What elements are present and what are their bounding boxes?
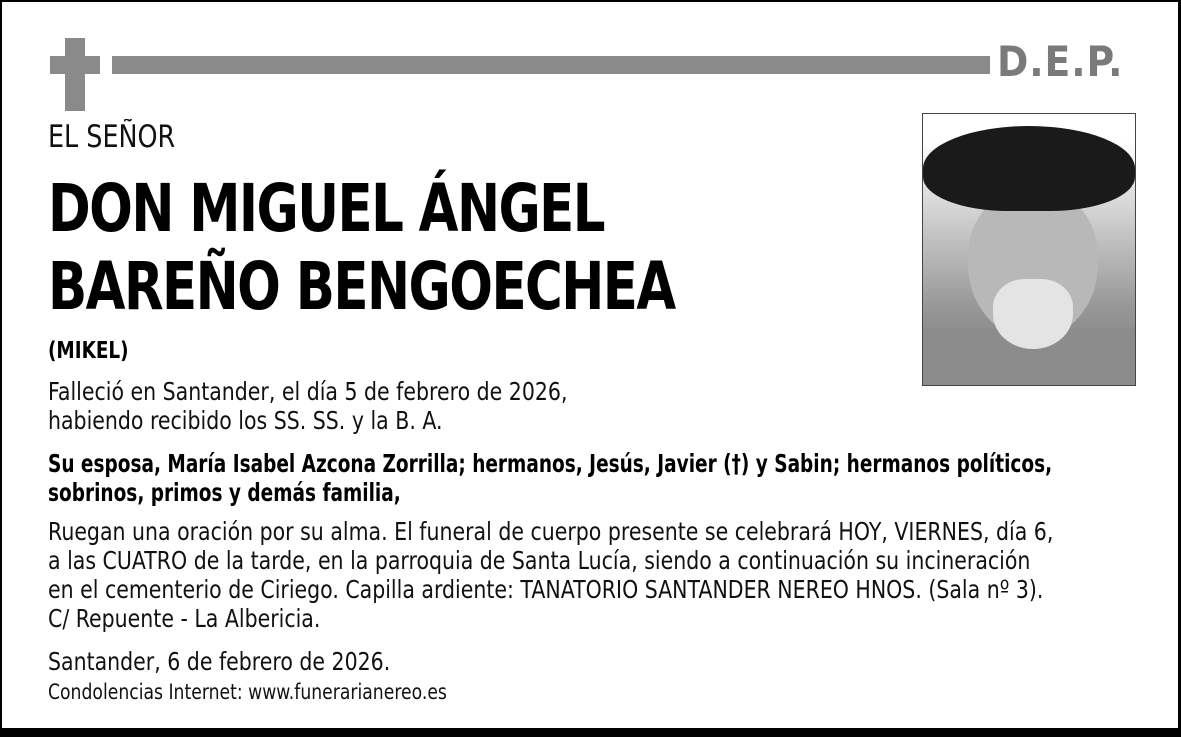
header-rule (112, 56, 990, 74)
photo-beret (923, 126, 1135, 211)
portrait-photo (922, 113, 1136, 386)
family-line1: Su esposa, María Isabel Azcona Zorrilla; hermanos, Jesús, Javier (†) y Sabin; hermanos políticos, (48, 449, 1053, 478)
footer-date: Santander, 6 de febrero de 2026. (48, 647, 391, 676)
deceased-name-line1: DON MIGUEL ÁNGEL (48, 170, 605, 247)
death-notice-line1: Falleció en Santander, el día 5 de febrero de 2026, (48, 377, 568, 406)
obituary-card (2, 2, 1178, 728)
deceased-name-line2: BAREÑO BENGOECHEA (48, 248, 675, 325)
photo-beard (993, 279, 1073, 349)
funeral-line2: a las CUATRO de la tarde, en la parroquia de Santa Lucía, siendo a continuación su incineración (48, 546, 1031, 575)
funeral-line3: en el cementerio de Ciriego. Capilla ardiente: TANATORIO SANTANDER NEREO HNOS. (Sala nº 3). (48, 575, 1044, 604)
cross-icon-bar (50, 56, 100, 74)
dep-label: D.E.P. (997, 37, 1124, 86)
funeral-line1: Ruegan una oración por su alma. El funeral de cuerpo presente se celebrará HOY, VIERNES, día 6, (48, 517, 1054, 546)
funeral-line4: C/ Repuente - La Albericia. (48, 604, 321, 633)
condolences-link[interactable]: Condolencias Internet: www.funerarianereo.es (48, 680, 447, 704)
cross-icon (65, 38, 85, 111)
family-line2: sobrinos, primos y demás familia, (48, 478, 401, 507)
title-prefix: EL SEÑOR (48, 119, 176, 155)
death-notice-line2: habiendo recibido los SS. SS. y la B. A. (48, 406, 443, 435)
deceased-name (48, 170, 675, 326)
nickname: (MIKEL) (48, 338, 129, 364)
